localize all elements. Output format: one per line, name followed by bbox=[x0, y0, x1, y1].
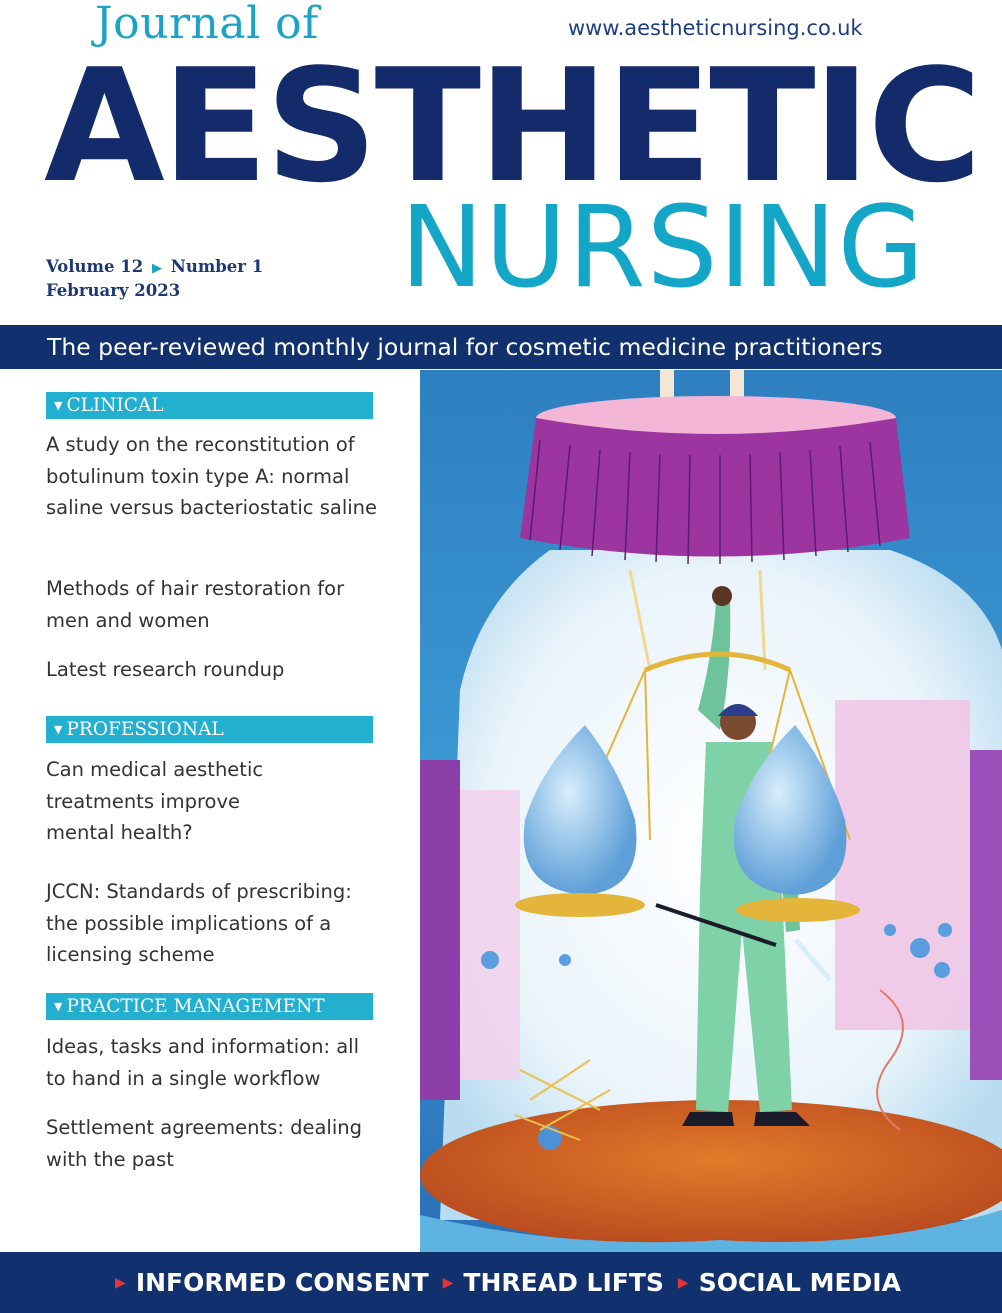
tagline-bar bbox=[0, 325, 1002, 369]
banner-label: THREAD LIFTS bbox=[463, 1268, 664, 1297]
article-botulinum-toxin[interactable]: A study on the reconstitution of botulinum toxin type A: normal saline versus bacteriostatic saline bbox=[46, 433, 378, 519]
number-label: Number 1 bbox=[170, 257, 264, 276]
website-url[interactable]: www.aestheticnursing.co.uk bbox=[568, 16, 863, 40]
article-mental-health[interactable]: Can medical aesthetic treatments improve mental health? bbox=[46, 758, 264, 844]
triangle-down-icon: ▼ bbox=[54, 399, 63, 412]
journal-of-text: Journal of bbox=[95, 0, 319, 49]
bubble bbox=[938, 923, 952, 937]
section-label: PRACTICE MANAGEMENT bbox=[66, 996, 325, 1017]
triangle-right-icon: ▶ bbox=[442, 1274, 454, 1291]
title-aesthetic: AESTHETIC bbox=[44, 35, 980, 217]
bubble bbox=[884, 924, 896, 936]
triangle-down-icon: ▼ bbox=[54, 1000, 63, 1013]
right-panel bbox=[970, 750, 1002, 1080]
bubble bbox=[934, 962, 950, 978]
banner-item-informed-consent[interactable] bbox=[101, 1268, 429, 1297]
article-settlement-agreements[interactable]: Settlement agreements: dealing with the past bbox=[46, 1116, 363, 1171]
bubble bbox=[559, 954, 571, 966]
figure-hand bbox=[712, 586, 732, 606]
volume-label: Volume 12 bbox=[46, 257, 144, 276]
cap-body bbox=[520, 418, 910, 557]
left-panel bbox=[420, 760, 460, 1100]
banner-item-thread-lifts[interactable] bbox=[429, 1268, 664, 1297]
banner-label: INFORMED CONSENT bbox=[135, 1268, 429, 1297]
scale-pan-right bbox=[736, 898, 860, 922]
section-label: CLINICAL bbox=[66, 395, 164, 416]
cover-illustration bbox=[420, 370, 1002, 1252]
right-pink-panel bbox=[835, 700, 970, 1030]
article-research-roundup[interactable]: Latest research roundup bbox=[46, 658, 285, 681]
triangle-right-icon: ▶ bbox=[115, 1274, 126, 1291]
triangle-right-icon: ▶ bbox=[677, 1274, 689, 1291]
section-label: PROFESSIONAL bbox=[66, 719, 224, 740]
section-practice-management[interactable] bbox=[46, 993, 373, 1020]
bottom-banner bbox=[0, 1252, 1002, 1313]
scale-pan-left bbox=[515, 893, 645, 917]
tagline-text: The peer-reviewed monthly journal for cosmetic medicine practitioners bbox=[47, 333, 883, 361]
left-pink-panel bbox=[460, 790, 520, 1080]
article-hair-restoration[interactable]: Methods of hair restoration for men and women bbox=[46, 577, 345, 632]
section-professional[interactable] bbox=[46, 716, 373, 743]
section-clinical[interactable] bbox=[46, 392, 373, 419]
banner-item-social-media[interactable] bbox=[664, 1268, 901, 1297]
triangle-down-icon: ▼ bbox=[54, 723, 63, 736]
article-single-workflow[interactable]: Ideas, tasks and information: all to hand in a single workflow bbox=[46, 1035, 360, 1090]
issue-info bbox=[46, 256, 263, 302]
title-nursing: NURSING bbox=[400, 183, 926, 313]
triangle-right-icon: ▶ bbox=[151, 261, 162, 276]
article-jccn-prescribing[interactable]: JCCN: Standards of prescribing: the possible implications of a licensing scheme bbox=[46, 880, 352, 966]
banner-label: SOCIAL MEDIA bbox=[698, 1268, 901, 1297]
bubble bbox=[481, 951, 499, 969]
issue-date: February 2023 bbox=[46, 281, 181, 300]
bubble bbox=[910, 938, 930, 958]
